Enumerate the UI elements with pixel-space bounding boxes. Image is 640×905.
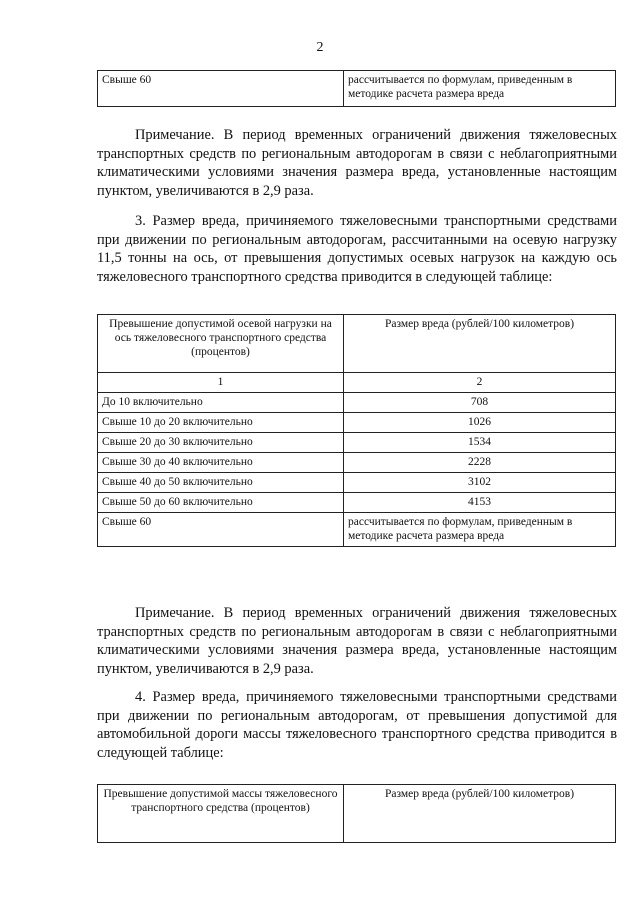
- damage-value-cell: 4153: [344, 493, 616, 513]
- threshold-cell: Свыше 60: [98, 513, 344, 547]
- damage-value-cell: 2228: [344, 453, 616, 473]
- top-damage-table-fragment: [97, 70, 616, 107]
- damage-value-cell: 3102: [344, 473, 616, 493]
- table-header-row: [98, 785, 616, 843]
- section-4-paragraph: [97, 688, 617, 762]
- column-number-2: 2: [344, 373, 616, 393]
- note-2-text: Примечание. В период временных ограничений движения тяжеловесных транспортных средств по региональным автодорогам в связи с неблагоприятными климатическими условиями значения размера вреда, установленные настоящим пунктом, увеличиваются в 2,9 раза.: [97, 605, 617, 677]
- header-axle-load-excess: Превышение допустимой осевой нагрузки на ось тяжеловесного транспортного средства (процентов): [98, 315, 344, 373]
- axle-load-damage-table: [97, 314, 616, 547]
- note-1: [97, 126, 617, 200]
- table-header-row: [98, 315, 616, 373]
- column-number-row: [98, 373, 616, 393]
- section-4-text: 4. Размер вреда, причиняемого тяжеловесными транспортными средствами при движении по региональным автодорогам, от превышения допустимой для автомобильной дороги массы тяжеловесного транспортного средства приводится в следующей таблице:: [97, 689, 617, 761]
- note-2: [97, 604, 617, 678]
- table-row: [98, 473, 616, 493]
- damage-value-cell: 1534: [344, 433, 616, 453]
- damage-value-cell: 1026: [344, 413, 616, 433]
- section-3-paragraph: [97, 212, 617, 286]
- header-damage-amount: Размер вреда (рублей/100 километров): [344, 785, 616, 843]
- table-row: [98, 413, 616, 433]
- damage-value-cell: рассчитывается по формулам, приведенным в методике расчета размера вреда: [344, 71, 616, 107]
- threshold-cell: Свыше 30 до 40 включительно: [98, 453, 344, 473]
- threshold-cell: Свыше 50 до 60 включительно: [98, 493, 344, 513]
- table-row: [98, 513, 616, 547]
- header-mass-excess: Превышение допустимой массы тяжеловесного транспортного средства (процентов): [98, 785, 344, 843]
- table-row: [98, 71, 616, 107]
- table-row: [98, 453, 616, 473]
- damage-value-cell: рассчитывается по формулам, приведенным в методике расчета размера вреда: [344, 513, 616, 547]
- header-damage-amount: Размер вреда (рублей/100 километров): [344, 315, 616, 373]
- threshold-cell: Свыше 60: [98, 71, 344, 107]
- note-1-text: Примечание. В период временных ограничений движения тяжеловесных транспортных средств по региональным автодорогам в связи с неблагоприятными климатическими условиями значения размера вреда, установленные настоящим пунктом, увеличиваются в 2,9 раза.: [97, 127, 617, 199]
- page-number: 2: [316, 40, 324, 55]
- table-row: [98, 493, 616, 513]
- section-3-text: 3. Размер вреда, причиняемого тяжеловесными транспортными средствами при движении по региональным автодорогам, рассчитанными на осевую нагрузку 11,5 тонны на ось, от превышения допустимых осевых нагрузок на каждую ось тяжеловесного транспортного средства приводится в следующей таблице:: [97, 213, 617, 285]
- threshold-cell: Свыше 40 до 50 включительно: [98, 473, 344, 493]
- threshold-cell: До 10 включительно: [98, 393, 344, 413]
- threshold-cell: Свыше 20 до 30 включительно: [98, 433, 344, 453]
- threshold-cell: Свыше 10 до 20 включительно: [98, 413, 344, 433]
- damage-value-cell: 708: [344, 393, 616, 413]
- mass-damage-table: [97, 784, 616, 843]
- column-number-1: 1: [98, 373, 344, 393]
- table-row: [98, 433, 616, 453]
- table-row: [98, 393, 616, 413]
